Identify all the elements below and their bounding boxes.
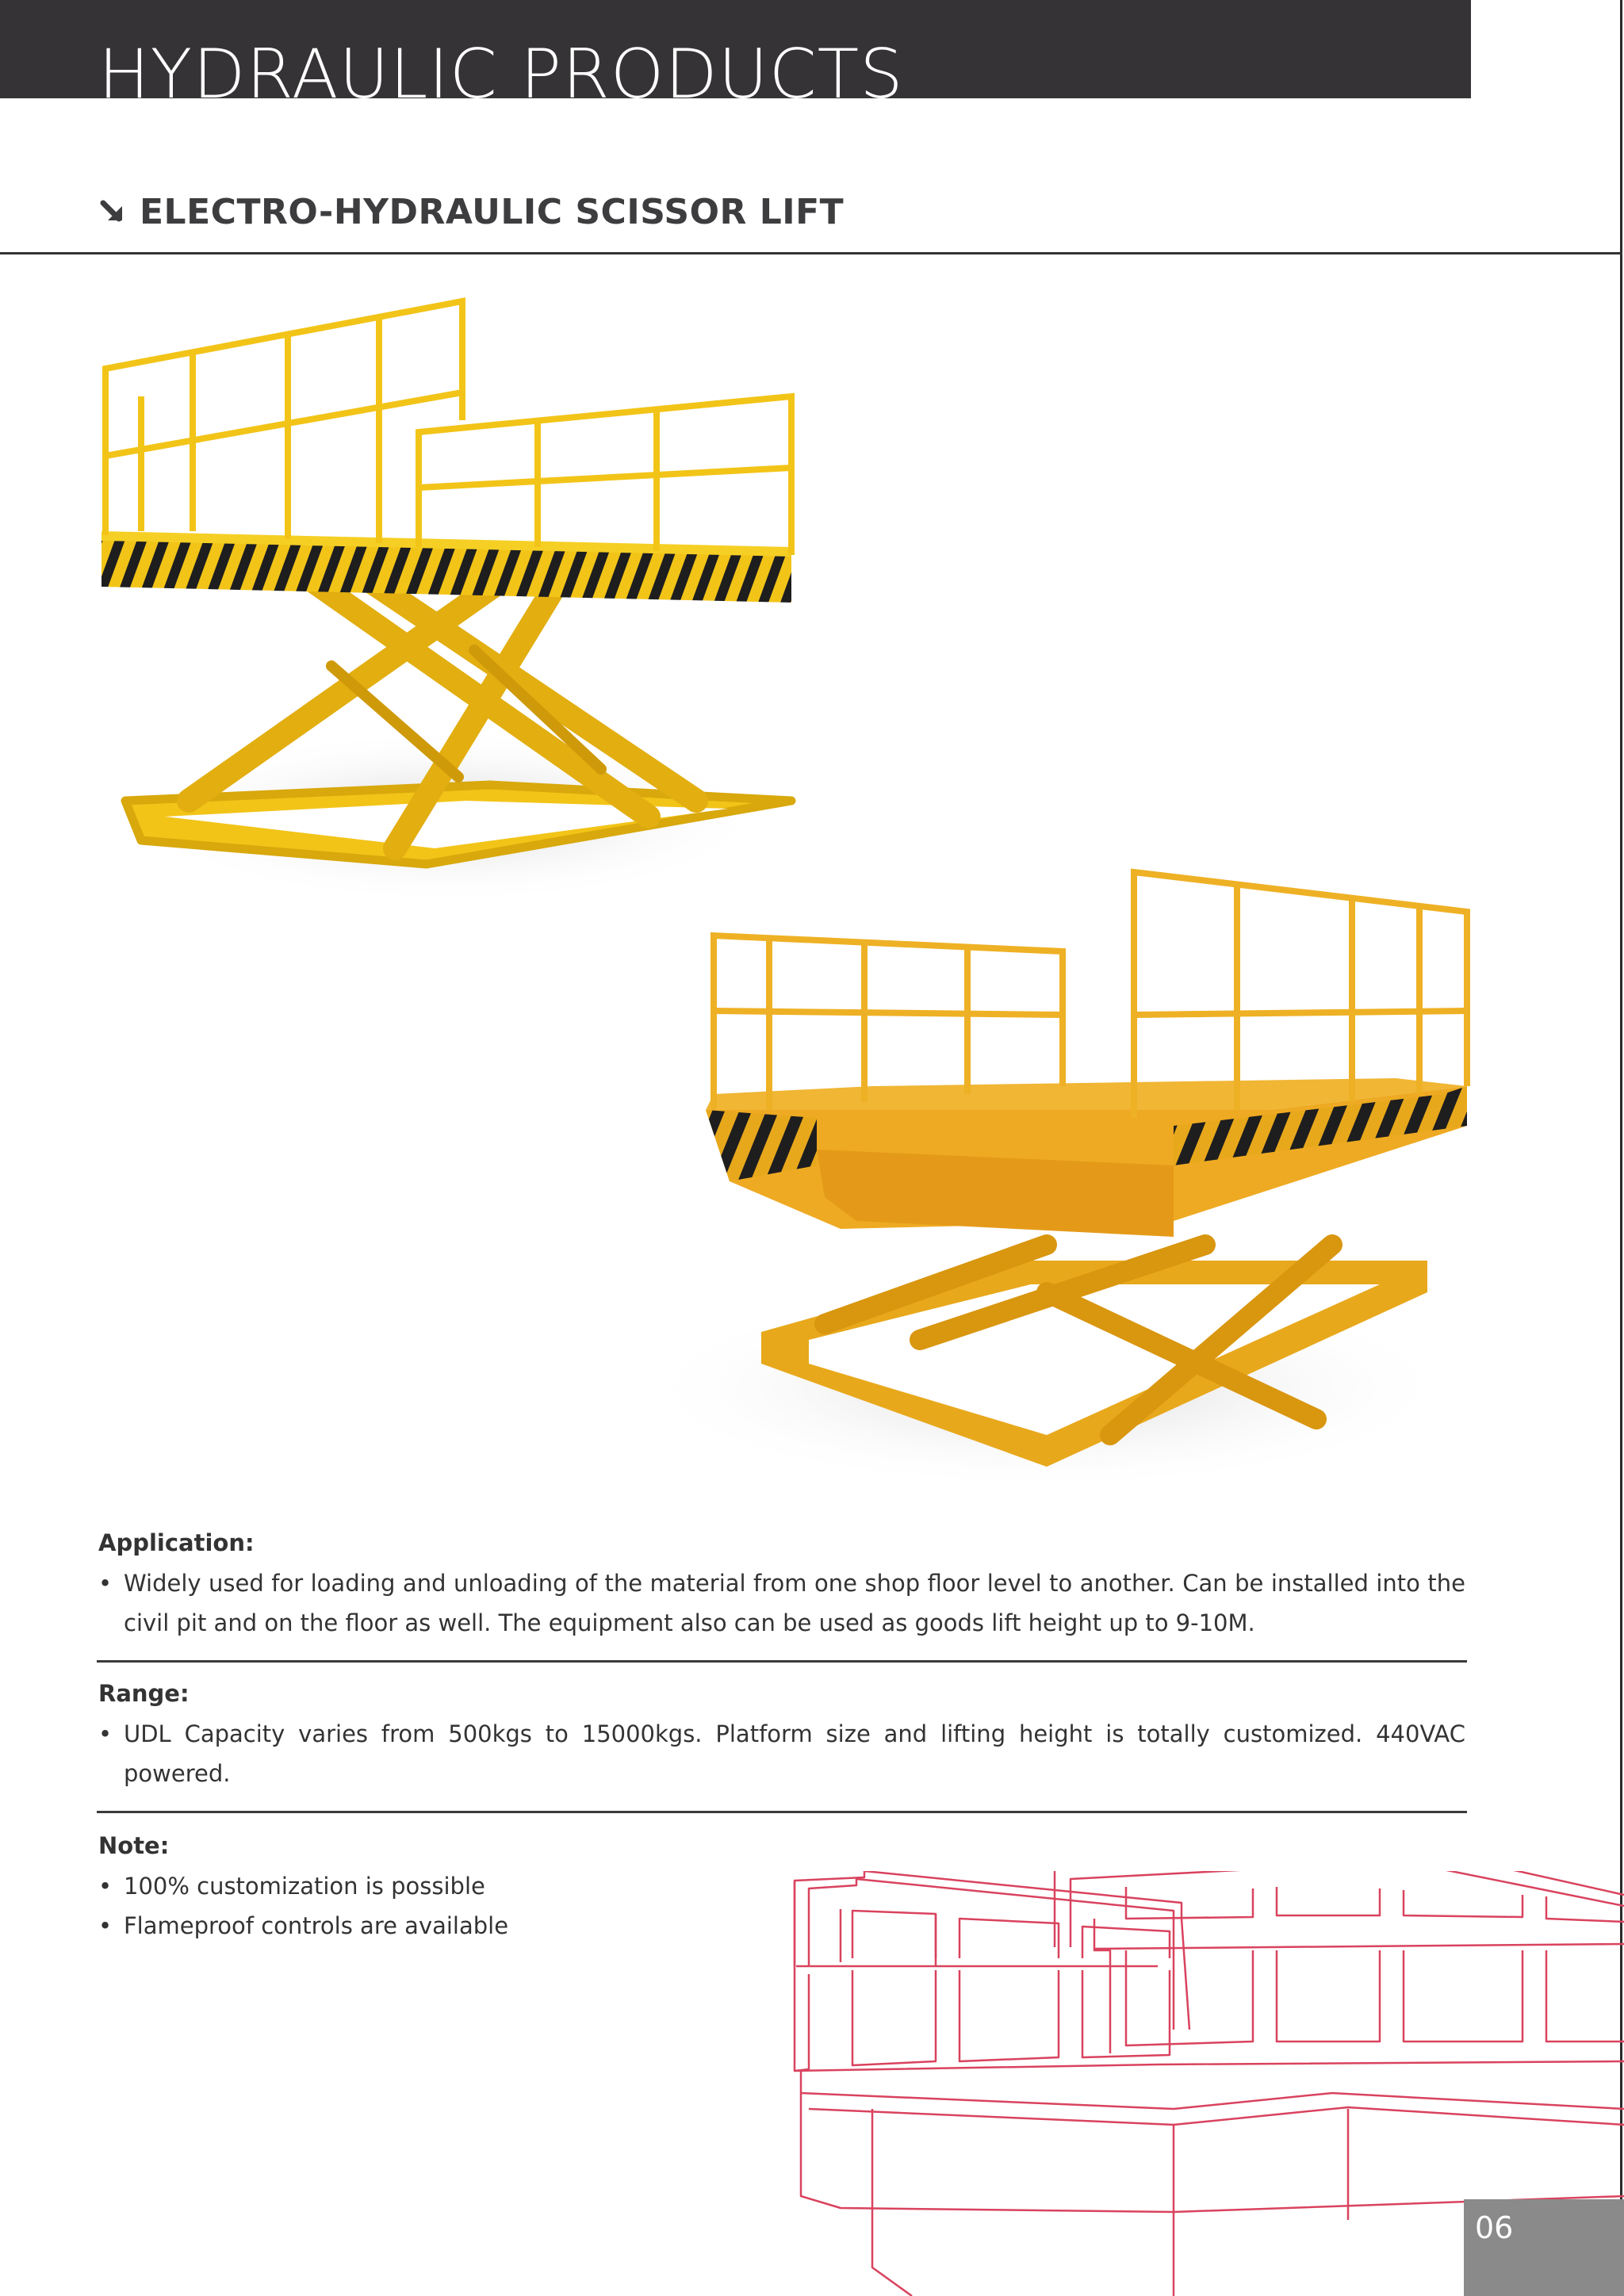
section-divider: [0, 252, 1622, 254]
section-title: [98, 189, 844, 236]
arrow-down-right-icon: [98, 195, 130, 227]
range-label: Range:: [98, 1680, 190, 1707]
range-section: [98, 1676, 1465, 1793]
note-section: [98, 1828, 812, 1946]
application-section: [98, 1525, 1465, 1643]
note-bullet-1: • 100% customization is possible: [98, 1866, 812, 1906]
page-header-title: HYDRAULIC PRODUCTS: [98, 35, 904, 98]
page-number: 06: [1475, 2210, 1514, 2245]
application-label: Application:: [98, 1529, 255, 1556]
application-bullet: • Widely used for loading and unloading of the material from one shop floor level to another. Can be installed into the civil pit and on the floor as well. The equipment also can be used as goods lift height up to 9-10M.: [98, 1563, 1465, 1643]
divider-1: [97, 1660, 1467, 1663]
section-title-text: ELECTRO-HYDRAULIC SCISSOR LIFT: [140, 192, 845, 232]
note-bullet-2: • Flameproof controls are available: [98, 1906, 812, 1946]
divider-2: [97, 1811, 1467, 1813]
scissor-lift-photo-open-deck: [603, 848, 1483, 1498]
page-number-box: [1464, 2199, 1624, 2296]
header-band: [0, 0, 1471, 98]
note-label: Note:: [98, 1832, 170, 1859]
range-bullet: • UDL Capacity varies from 500kgs to 15000kgs. Platform size and lifting height is totally customized. 440VAC powered.: [98, 1714, 1465, 1793]
